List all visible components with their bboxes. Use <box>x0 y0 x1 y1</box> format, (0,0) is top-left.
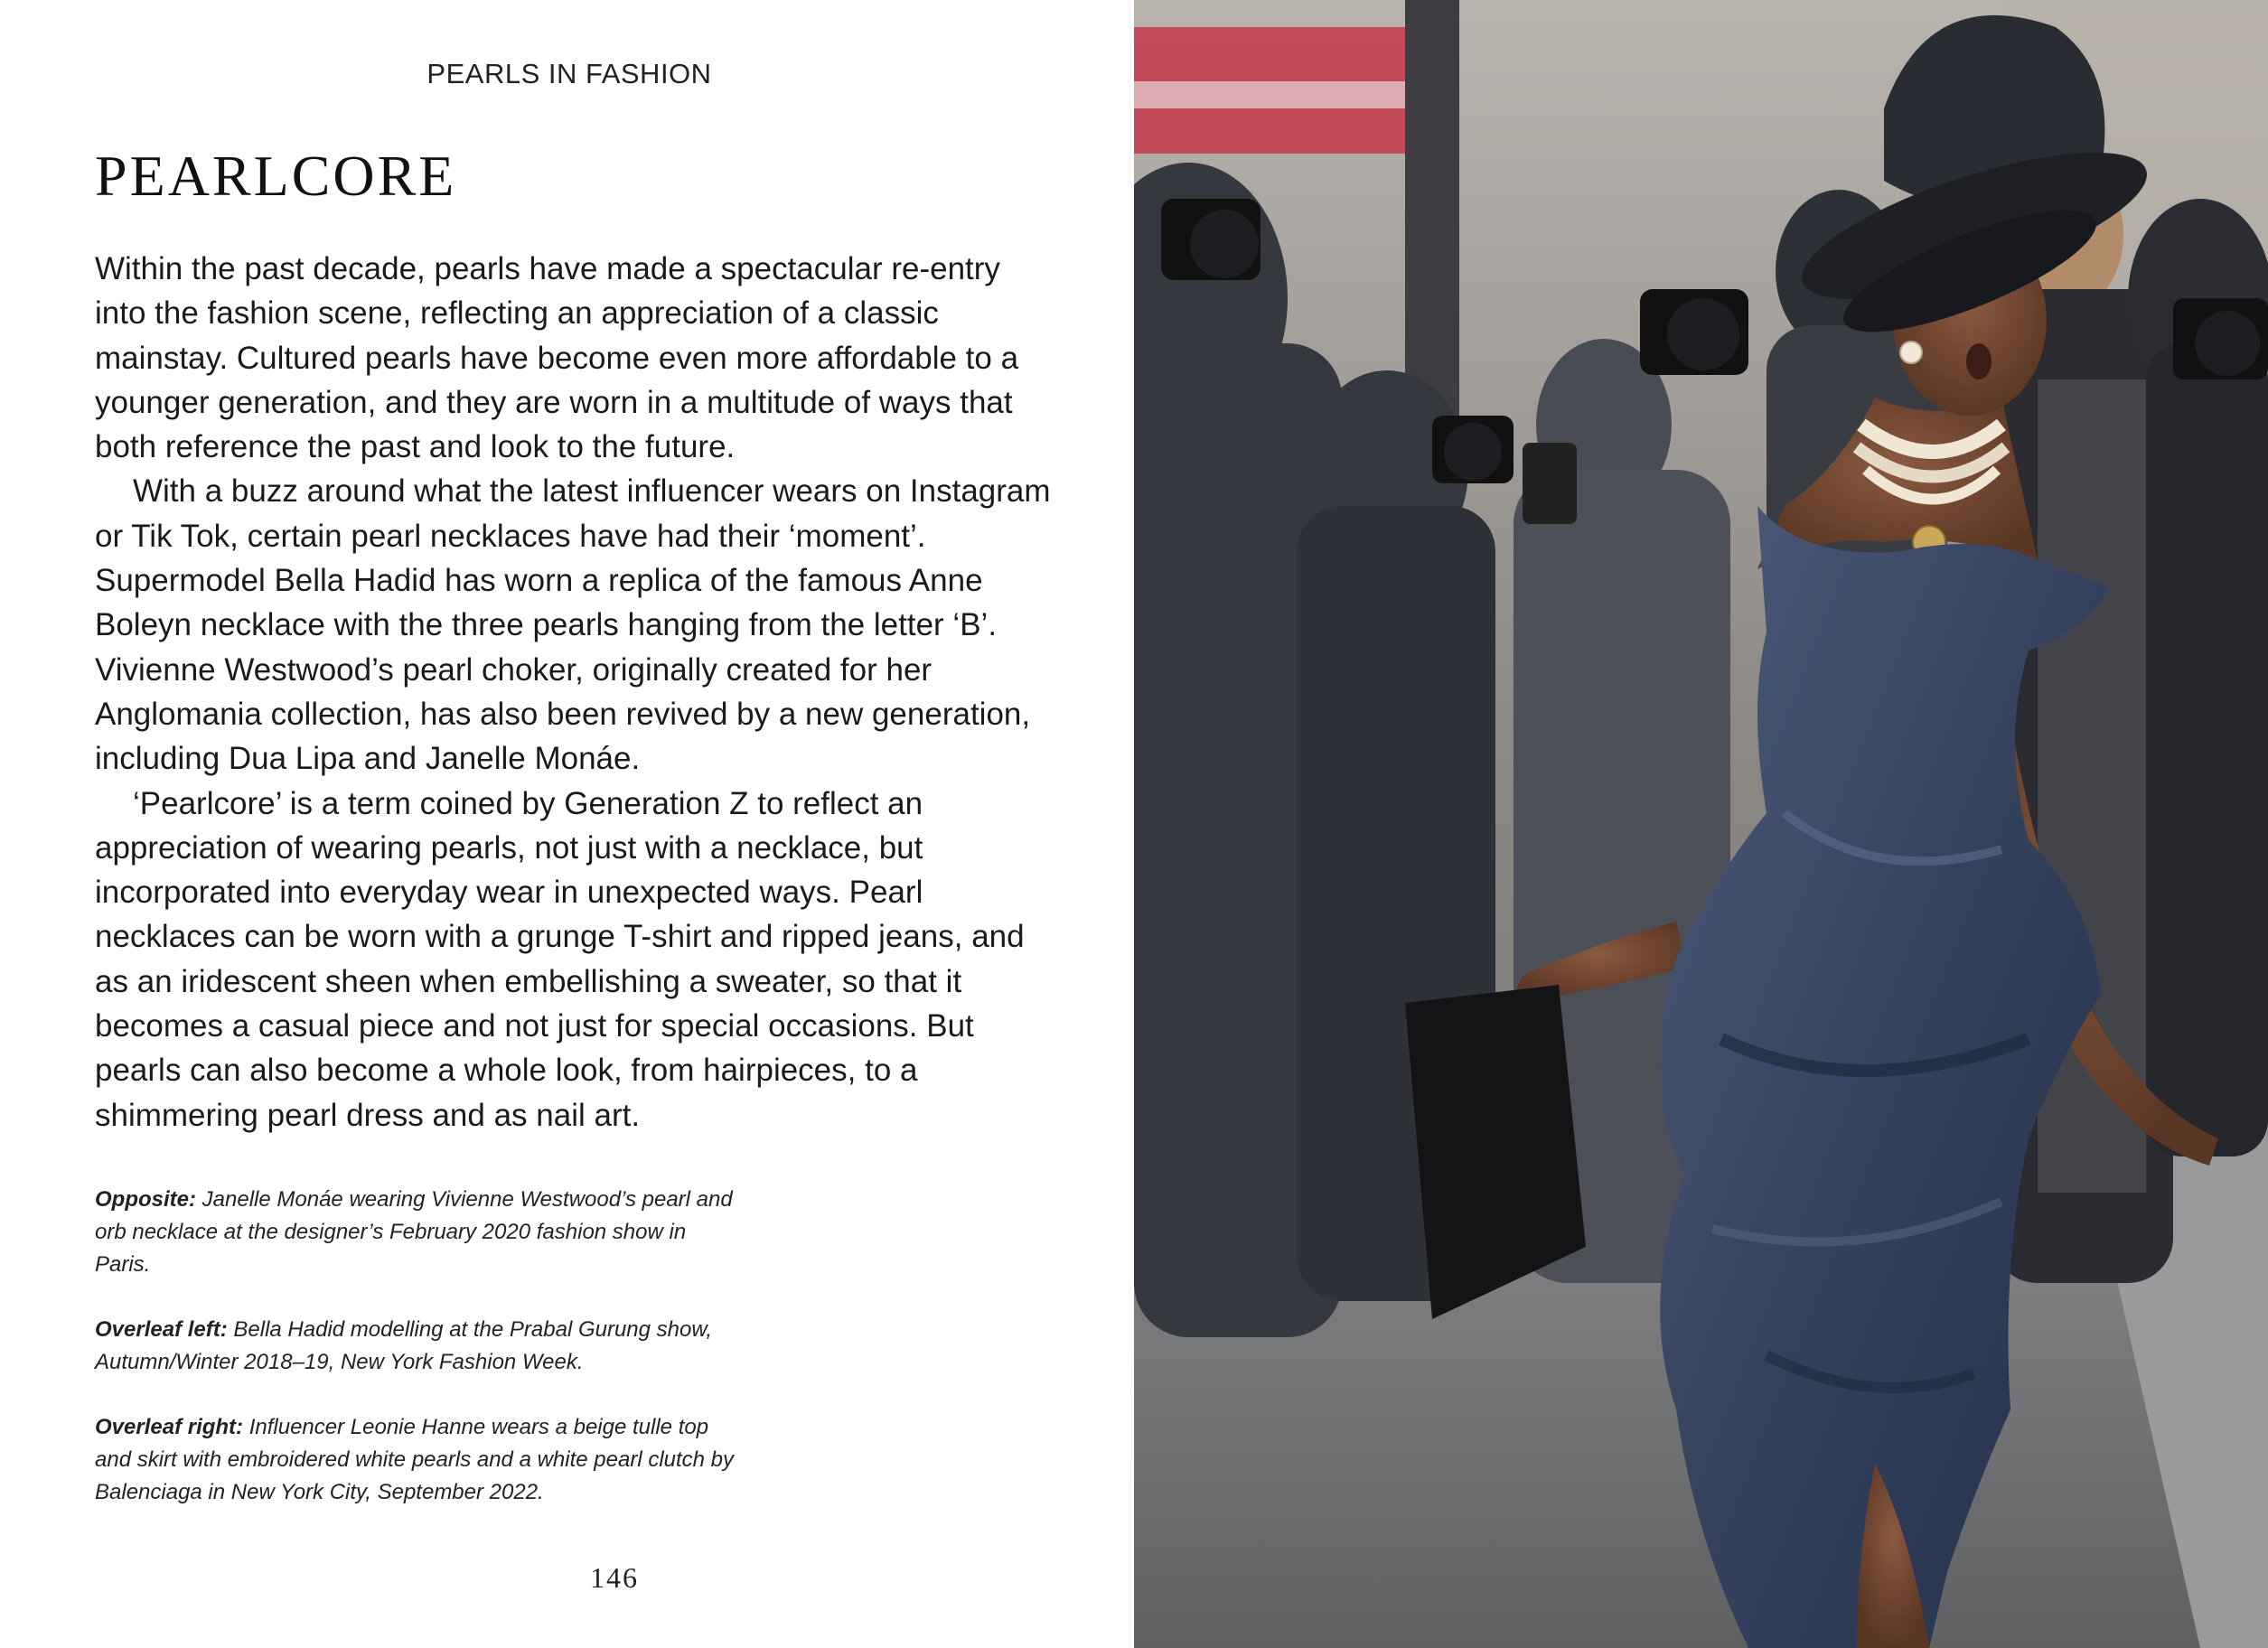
caption-overleaf-left <box>95 1314 745 1379</box>
paragraph: Within the past decade, pearls have made a spectacular re-entry into the fashion scene, reflecting an appreciation of a classic mainstay. Cultured pearls have become even more affordable to a younger generation, and they are worn in a multitude of ways that both reference the past and look to the future. <box>95 251 1019 465</box>
chapter-title: PEARLCORE <box>95 144 457 208</box>
running-head: PEARLS IN FASHION <box>426 58 712 89</box>
paragraph: ‘Pearlcore’ is a term coined by Generation Z to reflect an appreciation of wearing pearls, not just with a necklace, but incorporated into everyday wear in unexpected ways. Pearl necklaces can be worn with a grunge T-shirt and ripped jeans, and as an iridescent sheen when embellishing a sweater, so that it becomes a casual piece and not just for special occasions. But pearls can also become a whole look, from hairpieces, to a shimmering pearl dress and as nail art. <box>95 785 1025 1133</box>
caption-opposite <box>95 1184 745 1281</box>
caption-text: Bella Hadid modelling at the Prabal Gurung show, Autumn/Winter 2018–19, New York Fashion Week. <box>95 1317 713 1374</box>
caption-text: Janelle Monáe wearing Vivienne Westwood’s pearl and orb necklace at the designer’s February 2020 fashion show in Paris. <box>95 1187 733 1277</box>
caption-text: Influencer Leonie Hanne wears a beige tulle top and skirt with embroidered white pearls and a white pearl clutch by Balenciaga in New York City, September 2022. <box>95 1415 735 1504</box>
caption-lead: Overleaf right: <box>95 1415 244 1439</box>
body-text <box>95 247 1053 1138</box>
page-number: 146 <box>590 1561 639 1594</box>
caption-overleaf-right <box>95 1411 745 1509</box>
paragraph: With a buzz around what the latest influencer wears on Instagram or Tik Tok, certain pearl necklaces have had their ‘moment’. Supermodel Bella Hadid has worn a replica of the famous Anne Boleyn necklace with the three pearls hanging from the letter ‘B’. Vivienne Westwood’s pearl choker, originally created for her Anglomania collection, has also been revived by a new generation, including Dua Lipa and Janelle Monáe. <box>95 473 1051 777</box>
caption-lead: Overleaf left: <box>95 1317 228 1342</box>
earring <box>1900 342 1922 363</box>
captions <box>95 1184 745 1541</box>
right-page <box>1134 0 2268 1648</box>
caption-lead: Opposite: <box>95 1187 196 1212</box>
fashion-photo <box>1134 0 2268 1648</box>
